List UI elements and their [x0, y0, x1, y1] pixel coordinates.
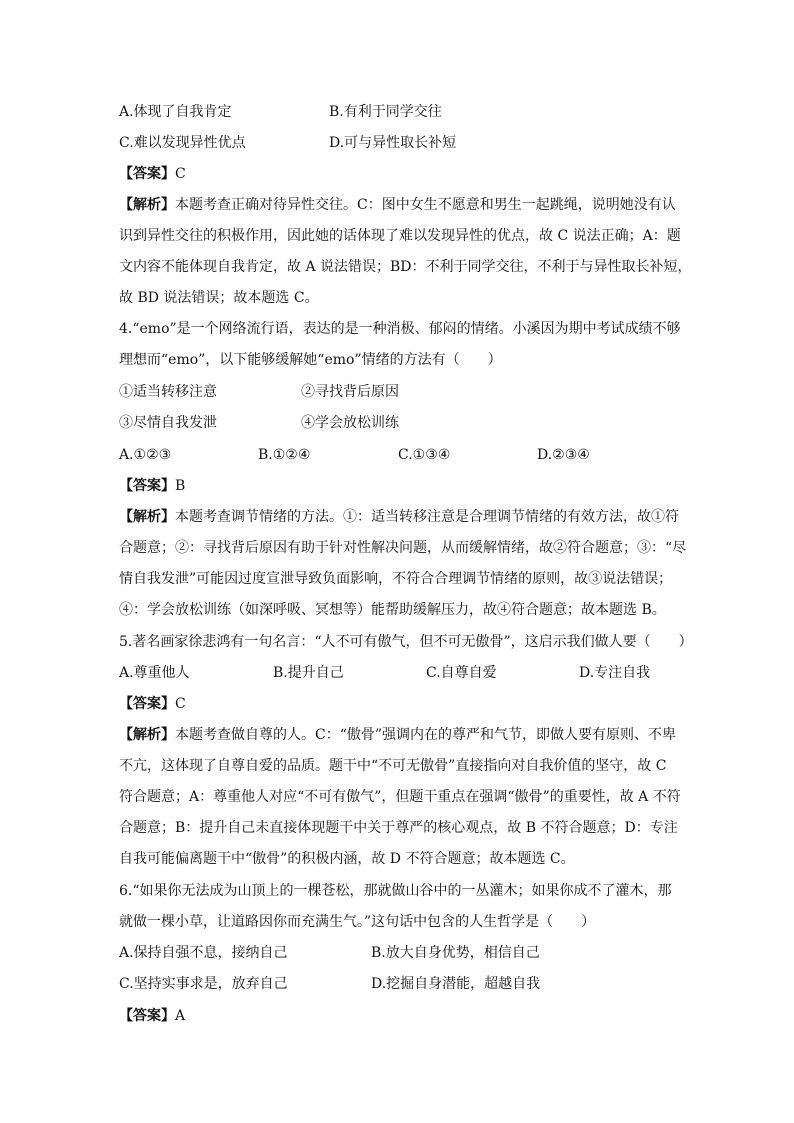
q4-option-b: B.①②④	[258, 447, 311, 463]
q6-option-c: C.坚持实事求是，放弃自己	[119, 976, 288, 992]
q5-analysis-line-3: 符合题意；A：尊重他人对应“不可有傲气”，但题干重点在强调“傲骨”的重要性，故 A 不符	[119, 789, 681, 805]
analysis-text: 本题考查做自尊的人。C：“傲骨”强调内在的尊严和气节，即做人要有原则、不卑	[175, 727, 677, 743]
answer-value: B	[175, 478, 186, 494]
answer-value: C	[175, 696, 186, 712]
analysis-tag: 【解析】	[119, 197, 175, 213]
q3-analysis-line-1	[119, 195, 676, 215]
q5-analysis-line-4: 合题意；B：提升自己未直接体现题干中关于尊严的核心观点，故 B 不符合题意；D：专注	[119, 820, 678, 836]
q3-option-a: A.体现了自我肯定	[119, 104, 232, 120]
q4-analysis-line-1	[119, 507, 679, 527]
answer-tag: 【答案】	[119, 166, 175, 182]
q3-option-b: B.有利于同学交往	[329, 104, 442, 120]
q6-option-d: D.挖掘自身潜能，超越自我	[371, 976, 541, 992]
q4-option-a: A.①②③	[119, 447, 172, 463]
q4-analysis-line-4: ④：学会放松训练（如深呼吸、冥想等）能帮助缓解压力，故④符合题意；故本题选 B。	[119, 602, 666, 618]
q3-analysis-line-2: 识到异性交往的积极作用，因此她的话体现了难以发现异性的优点，故 C 说法正确；A：题	[119, 228, 681, 244]
q5-stem-line-1: 5.著名画家徐悲鸿有一句名言：“人不可有傲气，但不可无傲骨”，这启示我们做人要（ ）	[119, 634, 693, 650]
q4-stem-line-2: 理想而“emo”，以下能够缓解她“emo”情绪的方法有（ ）	[119, 352, 502, 368]
q5-option-b: B.提升自己	[273, 665, 344, 681]
q3-analysis-line-3: 文内容不能体现自我肯定，故 A 说法错误；BD：不利于同学交往，不利于与异性取长补短，	[119, 259, 692, 275]
q6-stem-line-2: 就做一棵小草，让道路因你而充满生气。”这句话中包含的人生哲学是（ ）	[119, 914, 596, 930]
analysis-tag: 【解析】	[119, 509, 175, 525]
q4-option-d: D.②③④	[537, 447, 590, 463]
q4-analysis-line-2: 合题意；②：寻找背后原因有助于针对性解决问题，从而缓解情绪，故②符合题意；③：“尽	[119, 540, 687, 556]
q3-answer	[119, 164, 186, 184]
analysis-tag: 【解析】	[119, 727, 175, 743]
answer-value: A	[175, 1008, 186, 1024]
analysis-text: 本题考查调节情绪的方法。①：适当转移注意是合理调节情绪的有效方法，故①符	[175, 509, 679, 525]
q4-stem-line-1: 4.“emo”是一个网络流行语，表达的是一种消极、郁闷的情绪。小溪因为期中考试成绩不够	[119, 321, 681, 337]
answer-tag: 【答案】	[119, 478, 175, 494]
q5-option-a: A.尊重他人	[119, 665, 190, 681]
q3-option-c: C.难以发现异性优点	[119, 135, 246, 151]
answer-value: C	[175, 166, 186, 182]
q4-item-1: ①适当转移注意	[119, 384, 217, 400]
q6-stem-line-1: 6.“如果你无法成为山顶上的一棵苍松，那就做山谷中的一丛灌木；如果你成不了灌木，那	[119, 883, 672, 899]
q4-item-2: ②寻找背后原因	[301, 384, 399, 400]
q6-option-b: B.放大自身优势，相信自己	[371, 945, 540, 961]
q5-analysis-line-5: 自我可能偏离题干中“傲骨”的积极内涵，故 D 不符合题意；故本题选 C。	[119, 851, 575, 867]
answer-tag: 【答案】	[119, 696, 175, 712]
q6-option-a: A.保持自强不息，接纳自己	[119, 945, 288, 961]
q6-answer	[119, 1006, 185, 1026]
q4-item-4: ④学会放松训练	[301, 415, 399, 431]
q4-answer	[119, 476, 185, 496]
q4-item-3: ③尽情自我发泄	[119, 415, 217, 431]
q3-analysis-line-4: 故 BD 说法错误；故本题选 C。	[119, 290, 319, 306]
q5-option-c: C.自尊自爱	[426, 665, 497, 681]
q4-option-c: C.①③④	[398, 447, 451, 463]
answer-tag: 【答案】	[119, 1008, 175, 1024]
q3-option-d: D.可与异性取长补短	[329, 135, 457, 151]
q5-analysis-line-1	[119, 725, 676, 745]
analysis-text: 本题考查正确对待异性交往。C：图中女生不愿意和男生一起跳绳，说明她没有认	[175, 197, 676, 213]
q5-analysis-line-2: 不亢，这体现了自尊自爱的品质。题干中“不可无傲骨”直接指向对自我价值的坚守，故 C	[119, 758, 667, 774]
q4-analysis-line-3: 情自我发泄”可能因过度宣泄导致负面影响，不符合合理调节情绪的原则，故③说法错误；	[119, 571, 673, 587]
q5-answer	[119, 694, 186, 714]
q5-option-d: D.专注自我	[579, 665, 651, 681]
